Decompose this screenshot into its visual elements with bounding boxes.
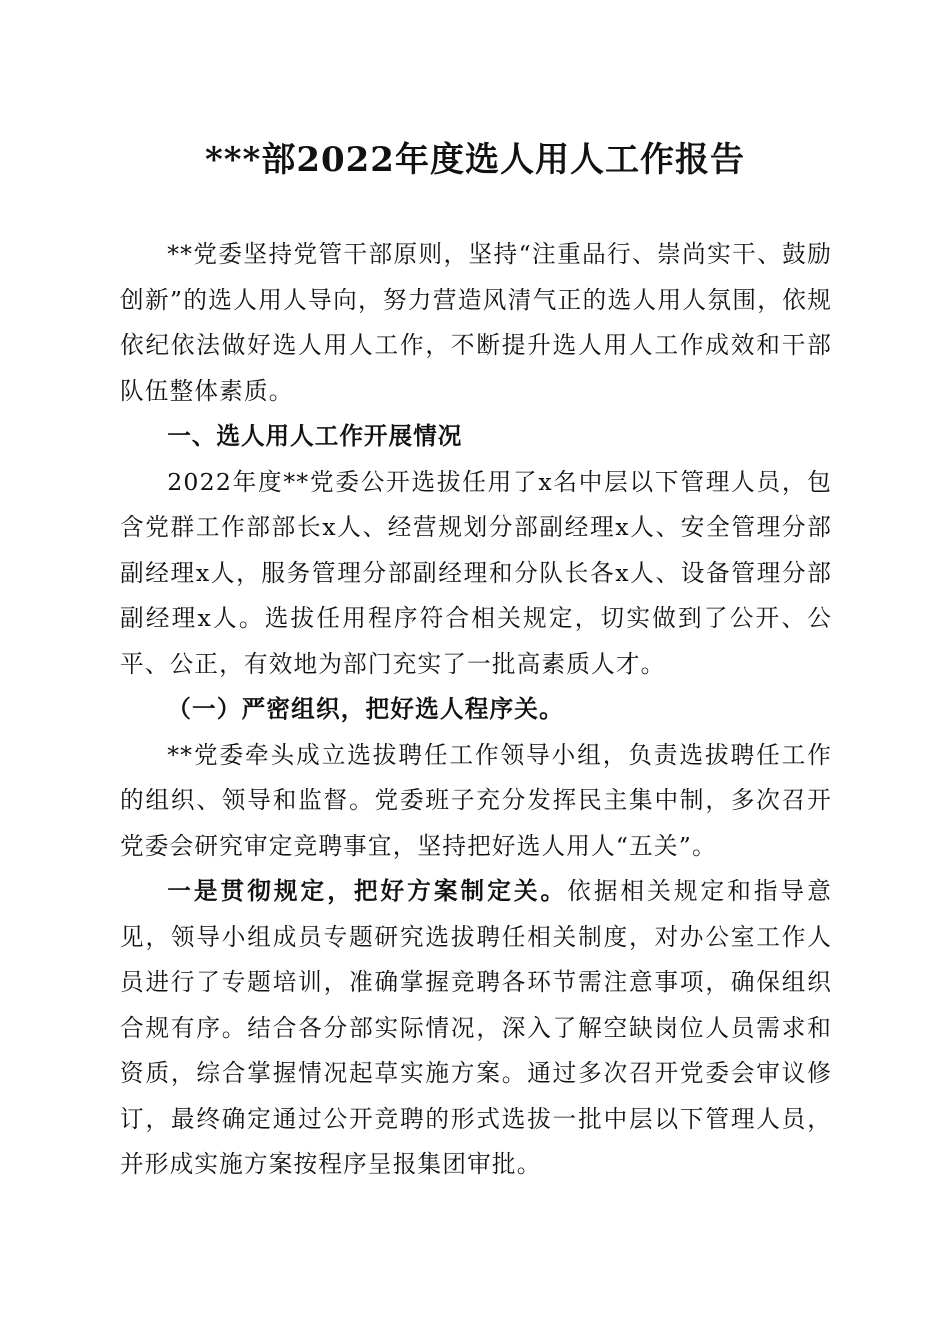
point-1-lead: 一是贯彻规定，把好方案制定关。: [167, 877, 568, 905]
subsection-1-paragraph: **党委牵头成立选拔聘任工作领导小组，负责选拔聘任工作的组织、领导和监督。党委班子充分发挥民主集中制，多次召开党委会研究审定竞聘事宜，坚持把好选人用人“五关”。: [120, 740, 832, 860]
section-heading-1: 一、选人用人工作开展情况: [167, 422, 463, 450]
document-body: [120, 232, 832, 1188]
section-1-paragraph: 2022年度**党委公开选拔任用了x名中层以下管理人员，包含党群工作部部长x人、经营规划分部副经理x人、安全管理分部副经理x人，服务管理分部副经理和分队长各x人、设备管理分部副经理x人。选拔任用程序符合相关规定，切实做到了公开、公平、公正，有效地为部门充实了一批高素质人才。: [120, 467, 832, 678]
point-1-text: 依据相关规定和指导意见，领导小组成员专题研究选拔聘任相关制度，对办公室工作人员进行了专题培训，准确掌握竞聘各环节需注意事项，确保组织合规有序。结合各分部实际情况，深入了解空缺岗位人员需求和资质，综合掌握情况起草实施方案。通过多次召开党委会审议修订，最终确定通过公开竞聘的形式选拔一批中层以下管理人员，并形成实施方案按程序呈报集团审批。: [120, 877, 833, 1178]
point-1-paragraph: [120, 869, 832, 1188]
intro-paragraph: **党委坚持党管干部原则，坚持“注重品行、崇尚实干、鼓励创新”的选人用人导向，努力营造风清气正的选人用人氛围，依规依纪依法做好选人用人工作，不断提升选人用人工作成效和干部队伍整体素质。: [120, 240, 832, 405]
document-title: ***部2022年度选人用人工作报告: [205, 140, 745, 180]
subsection-heading-1: （一）严密组织，把好选人程序关。: [167, 695, 564, 723]
